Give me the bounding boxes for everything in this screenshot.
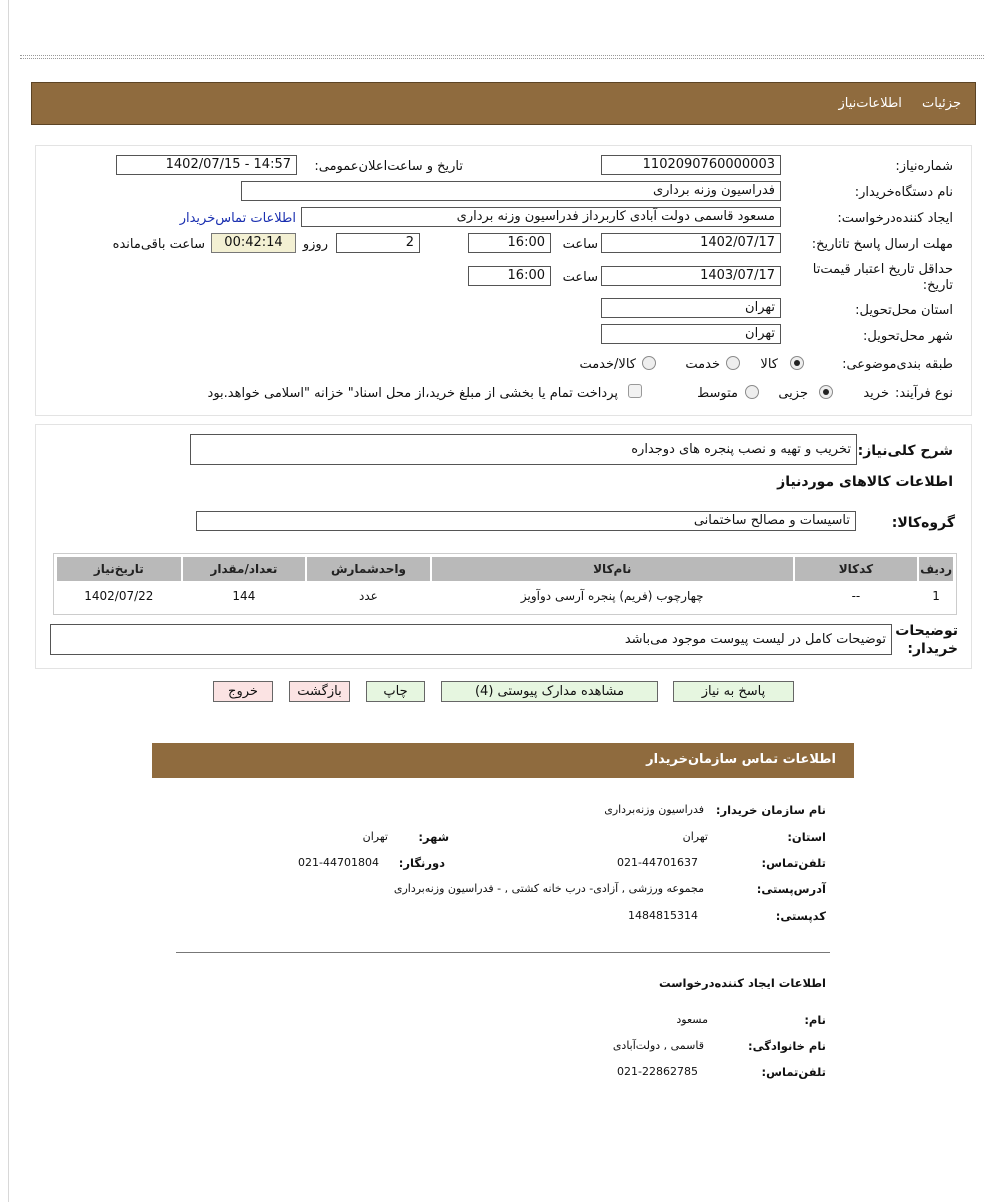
- days-label: روزو: [302, 237, 328, 252]
- buyer-org-field: فدراسیون وزنه برداری: [241, 181, 781, 201]
- table-row: [56, 582, 954, 608]
- details-header-bar: [31, 82, 976, 125]
- contact-phone-value: 021-44701637: [617, 856, 698, 869]
- category-option-goods: کالا: [760, 357, 778, 372]
- creator-last-name-value: قاسمی , دولت‌آبادی: [612, 1039, 704, 1052]
- need-summary-field: تخریب و تهیه و نصب پنجره های دوجداره: [190, 434, 857, 465]
- min-validity-date-field: 1403/07/17: [601, 266, 781, 286]
- page-left-rule: [8, 0, 9, 1202]
- cell-code: --: [794, 582, 918, 608]
- goods-group-label: گروه‌کالا:: [891, 515, 955, 531]
- deadline-label: مهلت ارسال پاسخ تا‌تاریخ:: [811, 237, 953, 252]
- deadline-time-field: 16:00: [468, 233, 551, 253]
- creator-phone-value: 021-22862785: [617, 1065, 698, 1078]
- col-unit: واحدشمارش: [306, 556, 431, 582]
- exit-button[interactable]: خروج: [213, 681, 273, 702]
- category-option-both: کالا/خدمت: [579, 357, 636, 372]
- org-name-value: فدراسیون وزنه‌برداری: [604, 803, 704, 816]
- buyer-org-label: نام دستگاه‌خریدار:: [854, 185, 953, 200]
- process-radio-minor[interactable]: [819, 385, 833, 399]
- back-button[interactable]: بازگشت: [289, 681, 350, 702]
- print-button[interactable]: چاپ: [366, 681, 425, 702]
- creator-info-heading: اطلاعات ایجاد کننده‌درخواست: [659, 976, 826, 990]
- creator-last-name-label: نام خانوادگی:: [748, 1039, 826, 1053]
- contact-phone-label: تلفن‌تماس:: [761, 856, 826, 870]
- process-option-medium: متوسط: [697, 386, 738, 401]
- org-name-label: نام سازمان‌ خریدار:: [715, 803, 826, 817]
- cell-row: 1: [918, 582, 954, 608]
- tab-need-info[interactable]: اطلاعات‌نیاز: [838, 96, 902, 111]
- contact-fax-value: 021-44701804: [298, 856, 379, 869]
- buyer-contact-header: [152, 743, 854, 778]
- creator-label: ایجاد کننده‌درخواست:: [837, 211, 953, 226]
- need-summary-label: شرح کلی‌نیاز:: [857, 443, 953, 459]
- cell-name: چهارچوب (فریم) پنجره آرسی دوآویز: [431, 582, 794, 608]
- contact-fax-label: دورنگار:: [398, 856, 445, 870]
- contact-province-label: استان:: [787, 830, 826, 844]
- city-label: شهر محل‌تحویل:: [863, 329, 953, 344]
- process-label: نوع فرآیند:: [895, 386, 953, 401]
- buyer-contact-title: اطلاعات تماس سازمان‌خریدار: [646, 752, 836, 767]
- contact-postal-value: 1484815314: [628, 909, 698, 922]
- view-attachments-button[interactable]: مشاهده مدارک پیوستی (4): [441, 681, 658, 702]
- remaining-time-label: ساعت باقی‌مانده: [112, 237, 205, 252]
- announce-field: 1402/07/15 - 14:57: [116, 155, 297, 175]
- min-validity-time-field: 16:00: [468, 266, 551, 286]
- col-code: کدکالا: [794, 556, 918, 582]
- deadline-date-field: 1402/07/17: [601, 233, 781, 253]
- contact-city-label: شهر:: [418, 830, 449, 844]
- goods-group-field: تاسیسات و مصالح ساختمانی: [196, 511, 856, 531]
- announce-label: تاریخ و ساعت‌اعلان‌عمومی:: [314, 159, 463, 174]
- contact-address-label: آدرس‌پستی:: [756, 882, 826, 896]
- process-option-minor: جزیی: [778, 386, 808, 401]
- col-quantity: تعداد/مقدار: [182, 556, 306, 582]
- buyer-notes-field: توضیحات کامل در لیست پیوست موجود می‌باشد: [50, 624, 892, 655]
- buyer-notes-label: توضیحات: [895, 623, 958, 639]
- creator-phone-label: تلفن‌تماس:: [761, 1065, 826, 1079]
- cell-unit: عدد: [306, 582, 431, 608]
- col-row: ردیف: [918, 556, 954, 582]
- buyer-contact-link[interactable]: اطلاعات تماس‌خریدار: [179, 211, 296, 226]
- category-radio-both[interactable]: [642, 356, 656, 370]
- need-number-label: شماره‌نیاز:: [895, 159, 953, 174]
- deadline-time-label: ساعت: [562, 237, 598, 252]
- contact-address-value: مجموعه ورزشی , آزادی- درب خانه کشتی , - فدراسیون وزنه‌برداری: [393, 882, 704, 895]
- category-option-service: خدمت: [685, 357, 720, 372]
- min-validity-time-label: ساعت: [562, 270, 598, 285]
- min-validity-label: حداقل تاریخ اعتبار قیمت‌تا: [812, 262, 953, 277]
- col-name: نام‌کالا: [431, 556, 794, 582]
- reply-to-need-button[interactable]: پاسخ به نیاز: [673, 681, 794, 702]
- contact-divider: [176, 952, 830, 953]
- goods-table: [55, 555, 955, 608]
- contact-postal-label: کد‌پستی:: [775, 909, 826, 923]
- process-radio-medium[interactable]: [745, 385, 759, 399]
- col-need-date: تاریخ‌نیاز: [56, 556, 182, 582]
- category-radio-service[interactable]: [726, 356, 740, 370]
- goods-info-heading: اطلاعات کالاهای موردنیاز: [777, 474, 953, 490]
- city-field: تهران: [601, 324, 781, 344]
- cell-need-date: 1402/07/22: [56, 582, 182, 608]
- province-field: تهران: [601, 298, 781, 318]
- province-label: استان محل‌تحویل:: [855, 303, 953, 318]
- tab-details[interactable]: جزئیات: [922, 96, 961, 111]
- buyer-notes-label-2: خریدار:: [907, 641, 958, 657]
- min-validity-label-2: تاریخ:: [922, 278, 953, 293]
- treasury-payment-checkbox[interactable]: [628, 384, 642, 398]
- creator-first-name-value: مسعود: [676, 1013, 708, 1026]
- need-number-field: 1102090760000003: [601, 155, 781, 175]
- creator-first-name-label: نام:: [804, 1013, 826, 1027]
- creator-field: مسعود قاسمی دولت آبادی کاربرداز فدراسیون وزنه برداری: [301, 207, 781, 227]
- process-type-buy: خرید: [863, 386, 889, 401]
- top-divider: [20, 55, 984, 59]
- treasury-payment-note: پرداخت تمام یا بخشی از مبلغ خرید،از محل اسناد" خزانه "اسلامی خواهد.بود: [207, 386, 618, 401]
- contact-city-value: تهران: [362, 830, 388, 843]
- days-field: 2: [336, 233, 420, 253]
- goods-table-header: [56, 556, 954, 582]
- category-radio-goods[interactable]: [790, 356, 804, 370]
- contact-province-value: تهران: [682, 830, 708, 843]
- remaining-time-field: 00:42:14: [211, 233, 296, 253]
- cell-quantity: 144: [182, 582, 306, 608]
- category-label: طبقه بندی‌موضوعی:: [842, 357, 953, 372]
